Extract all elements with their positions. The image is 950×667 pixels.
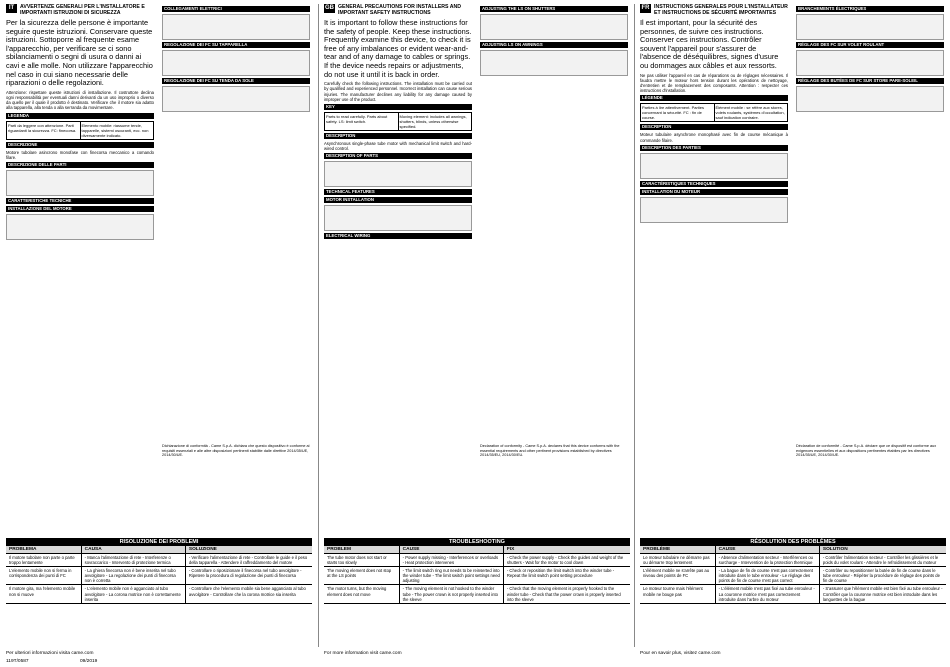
table-cell: - Verificare l'alimentazione di rete - Controllare le guide e il peso della tapparella - Attendere il raffreddamento del motore: [185, 554, 312, 566]
table-header: SOLUTION: [819, 546, 946, 553]
table-row: [6, 554, 312, 567]
table-cell: - The moving element is not hooked to the winder tube - The power crown is not properly inserted into the sleeve: [399, 585, 503, 602]
table-cell: The moving element does not stop at the LS points: [327, 568, 392, 579]
table-header: PROBLEMA: [9, 547, 37, 552]
fr-install-figure: [640, 197, 788, 223]
gb-awning-title: ADJUSTING LS ON AWNINGS: [480, 42, 628, 48]
gb-troubleshooting-title: TROUBLESHOOTING: [324, 538, 630, 546]
it-install-figure: [6, 214, 154, 240]
it-badge: IT: [6, 4, 17, 13]
table-cell: - Contrôler ou repositionner la butée de fin de course dans le tube enrouleur - Répéter la procédure de réglage des points de fin de course: [819, 567, 946, 584]
table-header: SOLUZIONE: [185, 546, 312, 553]
fr-declaration: Déclaration de conformité - Came S.p.A. déclare que ce dispositif est conforme aux exigences essentielles et aux dispositions pertinentes établies par les directives 2014/35/UE, 2014/30/UE.: [796, 444, 937, 458]
gb-legend-right: Moving element: includes all awnings, shutters, blinds, unless otherwise specified.: [398, 113, 472, 130]
fr-adjust-title: RÉGLAGE DES FC SUR VOLET ROULANT: [796, 42, 944, 48]
table-cell: - The limit switch ring nut needs to be reinserted into the winder tube - The limit switch point settings need adjusting: [399, 567, 503, 584]
table-row: [6, 585, 312, 603]
fr-desc: Moteur tubulaire asynchrone monophasé avec fin de course mécanique à commande filaire.: [640, 132, 788, 143]
gb-column-1: [324, 4, 472, 539]
fr-lead: Il est important, pour la sécurité des personnes, de suivre ces instructions. Conserver ces instructions. Contrôler souvent l'appareil pour s'assurer de l'absence de déséquilibres, signes d'usure ou dommages aux câbles et aux ressorts.: [640, 18, 779, 70]
document-edition: 09/2019: [80, 659, 98, 664]
gb-lead: It is important to follow these instructions for the safety of people. Keep these instructions. Frequently examine this device, to check it is free of any imbalances or evident wear-and-tear and of any damage to cables or springs. If the device needs repairs or adjustments, do not use it until it is back in order.: [324, 18, 472, 79]
fr-troubleshooting: [640, 538, 946, 650]
fr-header: [640, 4, 788, 16]
table-cell: - Power supply missing - Interferences or overloads - Heat protection intervenes: [399, 554, 503, 566]
gb-install-title: MOTOR INSTALLATION: [324, 197, 472, 203]
table-header: PROBLEM: [327, 547, 351, 552]
table-row: [324, 567, 630, 585]
table-cell: L'élément mobile ne s'arrête pas au niveau des points de FC: [643, 568, 710, 579]
fr-tech-title: CARACTÉRISTIQUES TECHNIQUES: [640, 181, 788, 187]
table-row: [640, 567, 946, 585]
it-desc-title: DESCRIZIONE: [6, 142, 154, 148]
it-body: Attenzione: rispettare queste istruzioni di installazione. Il costruttore declina ogni responsabilità per eventuali danni derivanti da un uso improprio o diverso da quello per il quale il prodotto è destinato. Verificare che il motore sia adatto alla tapparella, alla tenda o alla serranda da movimentare.: [6, 89, 154, 111]
fr-parts-figure: [640, 153, 788, 179]
gb-column-2: [480, 4, 628, 539]
it-desc: Motore tubolare asincrono monofase con finecorsa meccanico a comando filare.: [6, 149, 154, 160]
gb-legend-title: KEY: [324, 104, 472, 110]
gb-title: GENERAL PRECAUTIONS FOR INSTALLERS AND IMPORTANT SAFETY INSTRUCTIONS: [338, 4, 461, 16]
table-cell: Il motore gira, ma l'elemento mobile non si muove: [9, 586, 76, 597]
fr-electric-figure: [796, 14, 944, 40]
gb-desc-title: DESCRIPTION: [324, 133, 472, 139]
gb-adjust-title: ADJUSTING THE LS ON SHUTTERS: [480, 6, 628, 12]
gb-header: [324, 4, 472, 16]
it-troubleshooting-title: RISOLUZIONE DEI PROBLEMI: [6, 538, 312, 546]
it-parts-title: DESCRIZIONE DELLE PARTI: [6, 162, 154, 168]
fr-troubleshooting-header: [640, 546, 946, 554]
it-lead: Per la sicurezza delle persone è importante seguire queste istruzioni. Conservare queste istruzioni. Sottoporre al frequente esame l'apparecchio, per verificare se ci sono sbilanciamenti o segni di usura o danni ai cavi e alle molle. Non utilizzare l'apparecchio nel caso in cui siano necessarie delle riparazioni o delle regolazioni.: [6, 18, 153, 88]
gb-body: Carefully check the following instructions. The installation must be carried out by qualified and experienced personnel. Incorrect installation can cause serious injuries. The manufacturer declines any liability for any damage caused by improper use of the product.: [324, 81, 472, 102]
table-cell: - Controllare o riposizionare il finecorsa nel tubo avvolgitore - Ripetere la procedura di regolazione dei punti di finecorsa: [185, 567, 312, 584]
gb-declaration: Declaration of conformity - Came S.p.A. declares that this device conforms with the essential requirements and other pertinent provisions established by directives 2014/35/EU, 2014/30/EU.: [480, 444, 620, 458]
gb-troubleshooting-header: [324, 546, 630, 554]
fr-title: INSTRUCTIONS GÉNÉRALES POUR L'INSTALLATEUR ET INSTRUCTIONS DE SÉCURITÉ IMPORTANTES: [654, 4, 788, 16]
table-cell: - Check the power supply - Check the guides and weight of the shutters - Wait for the motor to cool down: [503, 554, 630, 566]
table-cell: - La bague de fin de course n'est pas correctement introduite dans le tube enrouleur - Le réglage des points de fin de course n'est pas correct: [715, 567, 819, 584]
it-title: AVVERTENZE GENERALI PER L'INSTALLATORE E IMPORTANTI ISTRUZIONI DI SICUREZZA: [20, 4, 145, 16]
gb-awning-figure: [480, 50, 628, 76]
table-cell: - Check or reposition the limit switch into the winder tube - Repeat the limit switch point setting procedure: [503, 567, 630, 584]
table-cell: - L'elemento mobile non è agganciato al tubo avvolgitore - La corona motrice non è correttamente inserita: [81, 585, 185, 602]
fr-legend-title: LÉGENDE: [640, 95, 788, 101]
it-footer-note: Per ulteriori informazioni visita came.com: [6, 651, 94, 656]
table-cell: - S'assurer que l'élément mobile est bien fixé au tube enrouleur - Contrôler que la couronne motrice est bien introduite dans les languettes de la bague: [819, 585, 946, 602]
it-awning-figure: [162, 86, 310, 112]
gb-legend-left: Parts to read carefully. Parts about safety. LS: limit switch.: [326, 113, 388, 124]
table-header: FIX: [503, 546, 630, 553]
gb-electric-title: ELECTRICAL WIRING: [324, 233, 472, 239]
fr-parts-title: DESCRIPTION DES PARTIES: [640, 145, 788, 151]
gb-install-figure: [324, 205, 472, 231]
it-install-title: INSTALLAZIONE DEL MOTORE: [6, 206, 154, 212]
gb-legend: [324, 112, 472, 131]
gb-parts-figure: [324, 161, 472, 187]
table-header: PROBLÈME: [643, 547, 671, 552]
fr-legend: [640, 103, 788, 122]
table-cell: - La ghiera finecorsa non è bene inserita nel tubo avvolgitore - La regolazione dei punti di finecorsa non è corretta: [81, 567, 185, 584]
it-troubleshooting: [6, 538, 312, 650]
fr-badge: FR: [641, 5, 650, 11]
fr-column-1: [640, 4, 788, 539]
gb-badge: GB: [325, 5, 334, 11]
table-cell: Le moteur tubulaire ne démarre pas ou démarre trop lentement: [643, 555, 710, 566]
it-electric-title: COLLEGAMENTI ELETTRICI: [162, 6, 310, 12]
table-cell: - L'élément mobile n'est pas fixé au tube enrouleur - La couronne motrice n'est pas correctement introduite dans l'arbre du moteur: [715, 585, 819, 602]
fr-awning-title: RÉGLAGE DES BUTÉES DE FC SUR STORE PARE-SOLEIL: [796, 78, 944, 84]
table-cell: Il motore tubolare non parte o parte troppo lentamente: [9, 555, 75, 566]
fr-legend-left: Parties à lire attentivement. Parties concernant la sécurité. FC : fin de course.: [642, 105, 705, 121]
table-cell: - Controllare che l'elemento mobile sia bene agganciato al tubo avvolgitore - Controllare che la corona motrice sia inserita: [185, 585, 312, 602]
it-adjust-title: REGOLAZIONE DEI FC SU TAPPARELLA: [162, 42, 310, 48]
table-row: [324, 554, 630, 567]
table-row: [6, 567, 312, 585]
table-row: [324, 585, 630, 603]
gb-parts-title: DESCRIPTION OF PARTS: [324, 153, 472, 159]
document-code: 119T/0587: [6, 659, 29, 664]
it-column-2: [162, 4, 310, 539]
it-adjust-figure: [162, 50, 310, 76]
it-parts-figure: [6, 170, 154, 196]
it-legend-title: LEGENDA: [6, 113, 154, 119]
fr-desc-title: DESCRIPTION: [640, 124, 788, 130]
it-legend-right: Elemento mobile: riassume tende, tapparelle, sistemi oscuranti, ecc. non diversamente indicato.: [80, 122, 154, 139]
fr-column-2: [796, 4, 944, 539]
it-electric-figure: [162, 14, 310, 40]
table-cell: The tube motor does not start or starts too slowly: [327, 555, 387, 566]
it-legend: [6, 121, 154, 140]
it-troubleshooting-header: [6, 546, 312, 554]
table-cell: - Contrôler l'alimentation secteur - Contrôler les glissières et le poids du volet roulant - Attendre le refroidissement du moteur: [819, 554, 946, 566]
it-header: [6, 4, 154, 16]
gb-footer-note: For more information visit came.com: [324, 651, 402, 656]
fr-electric-title: BRANCHEMENTS ÉLECTRIQUES: [796, 6, 944, 12]
table-header: CAUSA: [81, 546, 185, 553]
divider-gb-fr: [634, 4, 635, 647]
table-row: [640, 554, 946, 567]
gb-desc: Asynchronous single-phase tube motor with mechanical limit switch and hard-wired control.: [324, 140, 472, 152]
gb-tech-title: TECHNICAL FEATURES: [324, 189, 472, 195]
fr-footer-note: Pour en savoir plus, visitez came.com: [640, 651, 721, 656]
divider-it-gb: [318, 4, 319, 647]
gb-adjust-figure: [480, 14, 628, 40]
it-awning-title: REGOLAZIONE DEI FC SU TENDA DA SOLE: [162, 78, 310, 84]
fr-adjust-figure: [796, 50, 944, 76]
table-cell: - Absence d'alimentation secteur - Interférences ou surcharge - Intervention de la protection thermique: [715, 554, 819, 566]
gb-troubleshooting: [324, 538, 630, 650]
table-cell: The motor turns, but the moving element does not move: [327, 586, 387, 597]
fr-awning-figure: [796, 86, 944, 112]
table-header: CAUSE: [715, 546, 819, 553]
table-cell: - Manca l'alimentazione di rete - Interferenze o sovraccarico - Intervento di protezione termica: [81, 554, 185, 566]
table-row: [640, 585, 946, 603]
table-cell: - Check that the moving element is properly hooked to the winder tube - Check that the power crown is properly inserted into the sleeve: [503, 585, 630, 602]
it-declaration: Dichiarazione di conformità - Came S.p.A. dichiara che questo dispositivo è conforme ai requisiti essenziali e alle altre disposizioni pertinenti stabilite dalle direttive 2014/35/UE, 2014/30/UE.: [162, 444, 310, 458]
fr-body: Ne pas utiliser l'appareil en cas de réparations ou de réglages nécessaires. Il faudra mettre le moteur hors tension durant les opérations de nettoyage, d'entretien et de remplacement des composants. Attention : respecter ces instructions d'installation.: [640, 72, 788, 94]
table-cell: Le moteur tourne mais l'élément mobile ne bouge pas: [643, 586, 703, 597]
fr-troubleshooting-title: RÉSOLUTION DES PROBLÈMES: [640, 538, 946, 546]
it-tech-title: CARATTERISTICHE TECNICHE: [6, 198, 154, 204]
fr-install-title: INSTALLATION DU MOTEUR: [640, 189, 788, 195]
table-cell: L'elemento mobile non si ferma in corrispondenza dei punti di FC: [9, 568, 72, 579]
table-header: CAUSE: [399, 546, 503, 553]
it-column-1: [6, 4, 154, 539]
it-legend-left: Parti da leggere con attenzione. Parti riguardanti la sicurezza. FC: finecorsa.: [8, 122, 77, 133]
fr-legend-right: Élément mobile : se réfère aux stores, volets roulants, systèmes d'occultation, sauf indication contraire.: [714, 104, 788, 121]
